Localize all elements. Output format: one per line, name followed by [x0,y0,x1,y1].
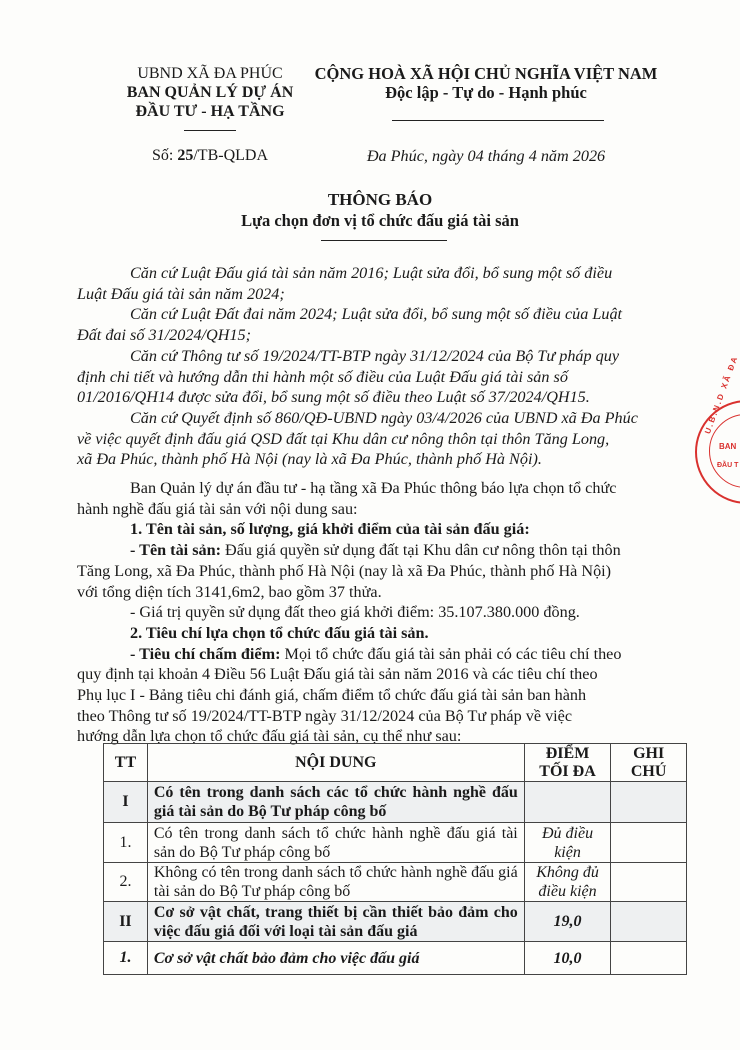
basis-2-line-2: Đất đai số 31/2024/QH15; [77,326,252,345]
section-2-heading: 2. Tiêu chí lựa chọn tổ chức đấu giá tài sản. [130,623,429,642]
criteria-line-1 [77,644,687,665]
criteria-text: Mọi tổ chức đấu giá tài sản phải có các tiêu chí theo [280,644,622,663]
motto: Độc lập - Tự do - Hạnh phúc [385,83,587,102]
seal-ring-text: U.B.N.D XÃ ĐA [703,354,740,436]
title-underline [321,240,447,241]
col-header-tt: TT [104,744,148,782]
intro-line-1: Ban Quản lý dự án đầu tư - hạ tầng xã Đa Phúc thông báo lựa chọn tổ chức [130,479,617,497]
doc-number-suffix: /TB-QLDA [193,147,268,164]
table-row [104,782,687,823]
table-header-row [104,744,687,782]
basis-2-line-1: Căn cứ Luật Đất đai năm 2024; Luật sửa đổi, bổ sung một số điều của Luật [130,305,623,324]
table-row [104,863,687,902]
doc-number-prefix: Số: [152,147,178,164]
starting-price: - Giá trị quyền sử dụng đất theo giá khởi điểm: 35.107.380.000 đồng. [130,603,580,622]
row-content: Cơ sở vật chất bảo đảm cho việc đấu giá [147,942,524,975]
row-tt: 1. [104,823,148,863]
criteria-line-2: quy định tại khoản 4 Điều 56 Luật Đấu giá tài sản năm 2016 và các tiêu chí theo [77,665,598,684]
row-score: 19,0 [524,902,611,942]
asset-name-label: - Tên tài sản: [130,541,221,560]
row-score: Không đủ điều kiện [524,863,611,902]
criteria-table [103,743,687,975]
issuing-agency-block [110,64,310,121]
seal-inner-text-1: BAN [719,442,737,451]
max-score-line-2: TỐI ĐA [539,762,596,780]
place-date: Đa Phúc, ngày 04 tháng 4 năm 2026 [366,147,606,165]
basis-3-line-3: 01/2016/QH14 được sửa đổi, bổ sung một số điều theo Luật số 37/2024/QH15. [77,388,590,407]
row-note [611,782,687,823]
note-line-1: GHI [633,744,665,762]
row-score: Đủ điều kiện [524,823,611,863]
asset-name-line-3: với tổng diện tích 3141,6m2, bao gồm 37 thửa. [77,582,382,601]
document-subtitle: Lựa chọn đơn vị tổ chức đấu giá tài sản [241,211,519,230]
row-note [611,942,687,975]
row-tt: II [104,902,148,942]
agency-underline [184,130,236,131]
row-content: Có tên trong danh sách tổ chức hành nghề đấu giá tài sản do Bộ Tư pháp công bố [147,823,524,863]
legal-bases [77,263,687,470]
row-note [611,902,687,942]
row-tt: I [104,782,148,823]
official-seal [695,354,740,504]
row-score: 10,0 [524,942,611,975]
table-row [104,823,687,863]
document-title: THÔNG BÁO [327,190,433,209]
national-motto-block [296,64,676,102]
row-score [524,782,611,823]
basis-1-line-1: Căn cứ Luật Đấu giá tài sản năm 2016; Luật sửa đổi, bổ sung một số điều [130,264,613,282]
country-name: CỘNG HOÀ XÃ HỘI CHỦ NGHĨA VIỆT NAM [314,64,658,83]
intro-line-2: hành nghề đấu giá tài sản với nội dung sau: [77,499,358,518]
row-tt: 2. [104,863,148,902]
asset-name-text: Đấu giá quyền sử dụng đất tại Khu dân cư nông thôn tại thôn [221,541,621,560]
criteria-label: - Tiêu chí chấm điểm: [130,644,281,663]
row-note [611,823,687,863]
row-content: Không có tên trong danh sách tổ chức hành nghề đấu giá tài sản do Bộ Tư pháp công bố [147,863,524,902]
criteria-line-4: theo Thông tư số 19/2024/TT-BTP ngày 31/12/2024 của Bộ Tư pháp về việc [77,706,573,725]
col-header-content: NỘI DUNG [147,744,524,782]
basis-4-line-1: Căn cứ Quyết định số 860/QĐ-UBND ngày 03/4/2026 của UBND xã Đa Phúc [130,408,638,427]
motto-underline [392,120,604,121]
agency-name-line2: ĐẦU TƯ - HẠ TẦNG [135,103,285,120]
criteria-line-5: hướng dẫn lựa chọn tổ chức đấu giá tài sản, cụ thể như sau: [77,727,462,746]
basis-4-line-2: về việc quyết định đấu giá QSD đất tại Khu dân cư nông thôn tại thôn Tăng Long, [77,429,610,448]
col-header-note [611,744,687,782]
asset-name-line-1 [77,540,687,561]
basis-4-line-3: xã Đa Phúc, thành phố Hà Nội (nay là xã Đa Phúc, thành phố Hà Nội). [77,450,542,469]
document-number [110,147,310,165]
asset-name-line-2: Tăng Long, xã Đa Phúc, thành phố Hà Nội (nay là xã Đa Phúc, thành phố Hà Nội) [77,561,612,580]
seal-inner-text-2: ĐẦU T [717,462,739,469]
table-row [104,942,687,975]
table-row [104,902,687,942]
row-tt: 1. [104,942,148,975]
row-note [611,863,687,902]
body-content [77,478,687,747]
basis-3-line-2: định chi tiết và hướng dẫn thi hành một số điều của Luật Đấu giá tài sản số [77,367,568,386]
basis-3-line-1: Căn cứ Thông tư số 19/2024/TT-BTP ngày 31/12/2024 của Bộ Tư pháp quy [130,346,620,365]
row-content: Có tên trong danh sách các tổ chức hành nghề đấu giá tài sản do Bộ Tư pháp công bố [147,782,524,823]
max-score-line-1: ĐIỂM [545,744,590,762]
criteria-line-3: Phụ lục I - Bảng tiêu chi đánh giá, chấm điểm tổ chức đấu giá tài sản ban hành [77,686,587,705]
note-line-2: CHÚ [630,762,667,780]
section-1-heading: 1. Tên tài sản, số lượng, giá khởi điểm của tài sản đấu giá: [130,520,530,539]
basis-1-line-2: Luật Đấu giá tài sản năm 2024; [77,284,285,303]
doc-number-value: 25 [177,147,194,164]
row-content: Cơ sở vật chất, trang thiết bị cần thiết bảo đảm cho việc đấu giá đối với loại tài sản đấu giá [147,902,524,942]
col-header-max-score [524,744,611,782]
agency-parent: UBND XÃ ĐA PHÚC [137,65,283,82]
agency-name-line1: BAN QUẢN LÝ DỰ ÁN [126,84,294,101]
